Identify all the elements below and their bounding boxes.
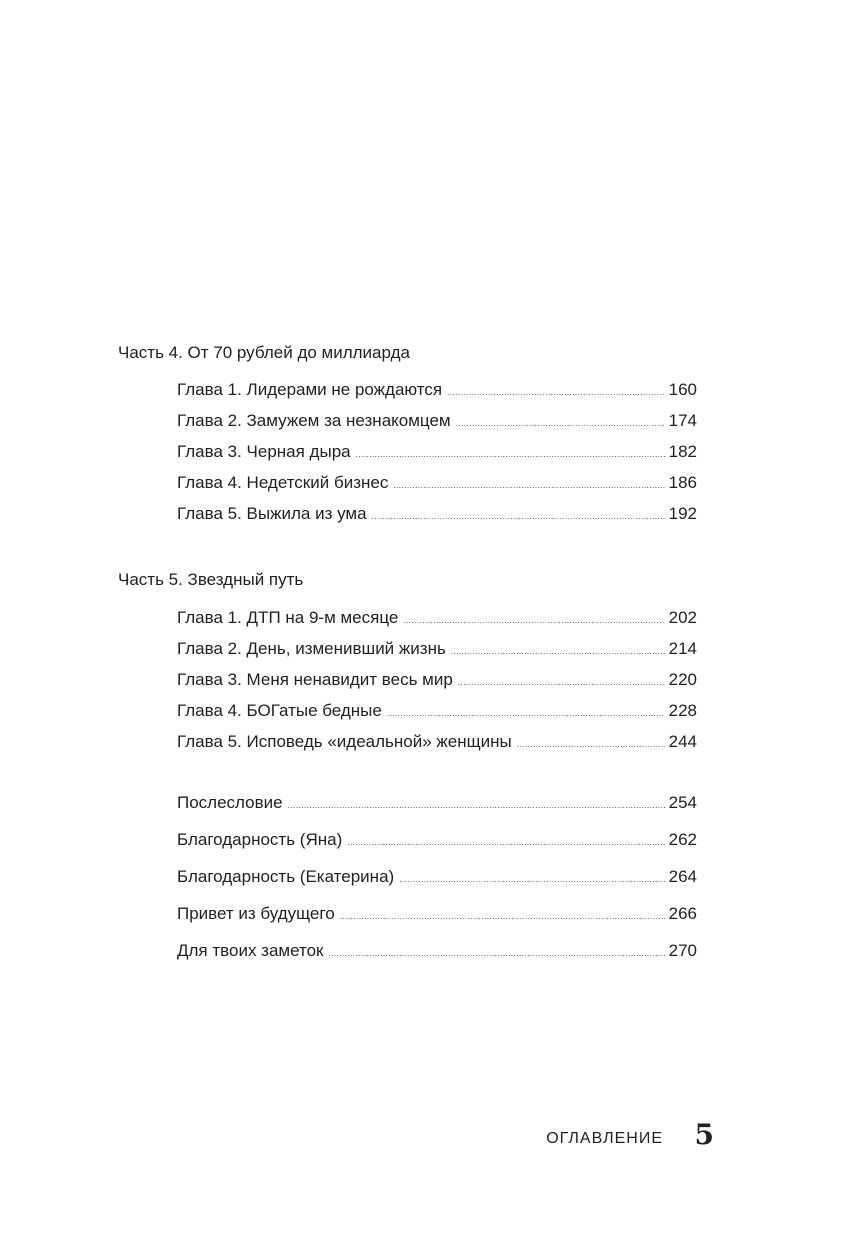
dot-leader	[517, 734, 665, 756]
toc-entry-label: Глава 2. День, изменивший жизнь	[177, 639, 446, 658]
toc-entry-label: Привет из будущего	[177, 904, 335, 923]
toc-entry-page: 202	[668, 608, 697, 627]
dot-leader	[387, 703, 665, 725]
toc-entry-page: 266	[668, 904, 697, 923]
toc-entry-page: 192	[668, 504, 697, 523]
toc-entry-label: Глава 5. Исповедь «идеальной» женщины	[177, 732, 512, 751]
dot-leader	[403, 610, 664, 632]
part-4-title: Часть 4. От 70 рублей до миллиарда	[118, 343, 410, 362]
toc-entry-page: 244	[668, 732, 697, 751]
toc-entry-label: Глава 3. Черная дыра	[177, 442, 351, 461]
toc-entry-label: Глава 1. Лидерами не рождаются	[177, 380, 443, 399]
toc-entry-label: Для твоих заметок	[177, 941, 324, 960]
toc-entry-hello-from-future[interactable]	[177, 903, 697, 925]
toc-entry-label: Глава 4. Недетский бизнес	[177, 473, 389, 492]
toc-entry-thanks-yana[interactable]	[177, 829, 697, 851]
dot-leader	[399, 869, 664, 891]
dot-leader	[347, 832, 664, 854]
dot-leader	[447, 382, 665, 404]
toc-entry-page: 182	[668, 442, 697, 461]
dot-leader	[356, 444, 665, 466]
toc-entry-page: 264	[668, 867, 697, 886]
toc-entry-part5-chapter5[interactable]	[177, 731, 697, 753]
part-5-title: Часть 5. Звездный путь	[118, 570, 304, 589]
toc-entry-part4-chapter5[interactable]	[177, 503, 697, 525]
dot-leader	[328, 943, 664, 965]
toc-entry-label: Глава 1. ДТП на 9-м месяце	[177, 608, 399, 627]
toc-entry-part5-chapter4[interactable]	[177, 700, 697, 722]
toc-entry-page: 270	[668, 941, 697, 960]
toc-entry-label: Глава 2. Замужем за незнакомцем	[177, 411, 451, 430]
toc-entry-afterword[interactable]	[177, 792, 697, 814]
toc-entry-part4-chapter1[interactable]	[177, 379, 697, 401]
toc-entry-label: Послесловие	[177, 793, 283, 812]
dot-leader	[340, 906, 665, 928]
dot-leader	[456, 413, 665, 435]
toc-entry-label: Глава 3. Меня ненавидит весь мир	[177, 670, 453, 689]
toc-entry-part4-chapter2[interactable]	[177, 410, 697, 432]
toc-entry-page: 174	[668, 411, 697, 430]
toc-entry-label: Благодарность (Екатерина)	[177, 867, 395, 886]
dot-leader	[372, 506, 665, 528]
toc-entry-label: Глава 5. Выжила из ума	[177, 504, 367, 523]
toc-entry-page: 160	[668, 380, 697, 399]
toc-entry-page: 214	[668, 639, 697, 658]
toc-entry-thanks-ekaterina[interactable]	[177, 866, 697, 888]
toc-entry-notes[interactable]	[177, 940, 697, 962]
toc-entry-page: 228	[668, 701, 697, 720]
toc-entry-part4-chapter3[interactable]	[177, 441, 697, 463]
toc-entry-part5-chapter2[interactable]	[177, 638, 697, 660]
toc-entry-part4-chapter4[interactable]	[177, 472, 697, 494]
dot-leader	[458, 672, 665, 694]
toc-entry-label: Глава 4. БОГатые бедные	[177, 701, 382, 720]
running-footer-title: ОГЛАВЛЕНИЕ	[546, 1130, 663, 1147]
dot-leader	[393, 475, 664, 497]
toc-entry-label: Благодарность (Яна)	[177, 830, 343, 849]
toc-entry-part5-chapter3[interactable]	[177, 669, 697, 691]
toc-entry-page: 262	[668, 830, 697, 849]
toc-entry-part5-chapter1[interactable]	[177, 607, 697, 629]
dot-leader	[451, 641, 665, 663]
page-number: 5	[694, 1118, 714, 1151]
toc-entry-page: 186	[668, 473, 697, 492]
toc-entry-page: 220	[668, 670, 697, 689]
dot-leader	[288, 795, 665, 817]
toc-entry-page: 254	[668, 793, 697, 812]
